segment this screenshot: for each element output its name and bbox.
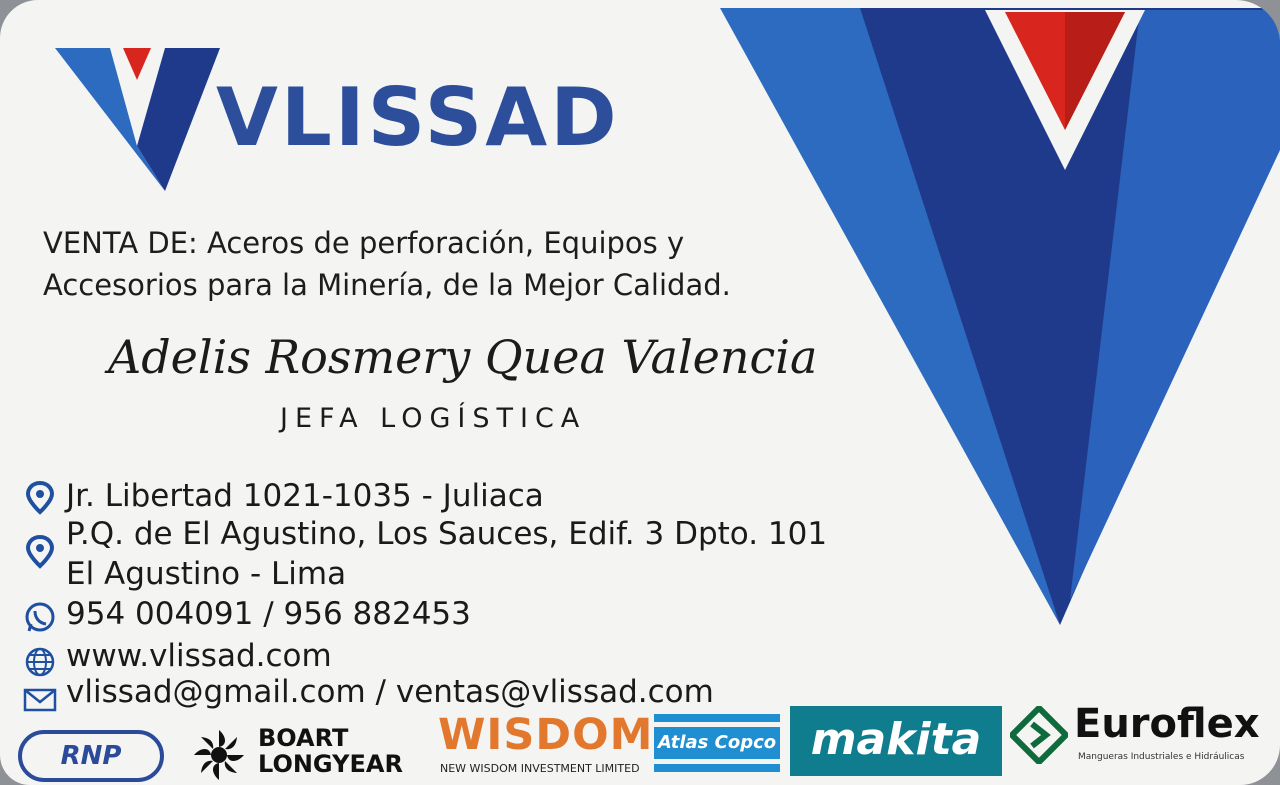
euroflex-icon [1010, 706, 1068, 764]
address-2-line-2: El Agustino - Lima [66, 556, 347, 592]
euroflex-logo: Euroflex [1074, 701, 1260, 747]
address-2-line-1: P.Q. de El Agustino, Los Sauces, Edif. 3 Dpto. 101 [66, 516, 828, 552]
boart-logo-line-2: LONGYEAR [258, 750, 403, 778]
person-role: JEFA LOGÍSTICA [280, 403, 587, 434]
emails[interactable]: vlissad@gmail.com / ventas@vlissad.com [66, 674, 714, 710]
whatsapp-icon [22, 600, 58, 636]
wisdom-logo: WISDOM [438, 710, 654, 760]
tagline-line-2: Accesorios para la Minería, de la Mejor Calidad. [43, 268, 731, 302]
rnp-logo: RNP [18, 730, 164, 782]
globe-icon [22, 644, 58, 680]
brand-name: VLISSAD [216, 71, 620, 164]
boart-longyear-icon [192, 728, 246, 782]
makita-logo: makita [790, 706, 1002, 776]
location-pin-icon [22, 480, 58, 516]
euroflex-subtitle: Mangueras Industriales e Hidráulicas [1078, 752, 1245, 762]
partner-logos-strip [0, 700, 1280, 785]
vlissad-logo-icon [55, 46, 220, 196]
address-1: Jr. Libertad 1021-1035 - Juliaca [66, 478, 544, 514]
tagline [43, 222, 883, 306]
website[interactable]: www.vlissad.com [66, 638, 332, 674]
tagline-line-1: VENTA DE: Aceros de perforación, Equipos y [43, 226, 685, 260]
wisdom-subtitle: NEW WISDOM INVESTMENT LIMITED [440, 762, 640, 775]
boart-logo-line-1: BOART [258, 724, 349, 752]
atlas-copco-logo: Atlas Copco [654, 714, 780, 772]
person-name: Adelis Rosmery Quea Valencia [108, 330, 818, 384]
location-pin-icon [22, 534, 58, 570]
phone-numbers[interactable]: 954 004091 / 956 882453 [66, 596, 471, 632]
